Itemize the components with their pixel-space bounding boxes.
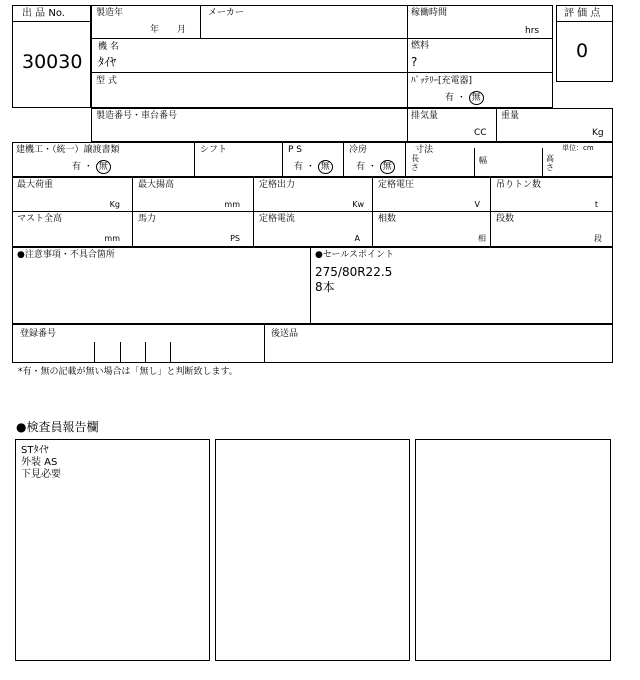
shift-label: シフト <box>200 145 228 155</box>
rated-current-unit: A <box>354 234 360 243</box>
battery-no-circled: 無 <box>469 91 484 105</box>
doc-choice <box>72 160 111 174</box>
hp-unit: PS <box>230 234 240 243</box>
type-label: 型 式 <box>96 76 117 86</box>
ac-no-circled: 無 <box>380 160 395 174</box>
battery-yes: 有 ・ <box>445 93 466 103</box>
inspector-panel-2 <box>215 439 410 661</box>
rated-output-unit: Kw <box>352 200 364 209</box>
model-value: ﾀｲﾔ <box>98 55 117 69</box>
inspector-report-text: STﾀｲﾔ 外装 AS 下見必要 <box>21 445 61 480</box>
year-month: 年 月 <box>150 25 187 35</box>
ac-choice <box>356 160 395 174</box>
sales-label: ●セールスポイント <box>315 250 395 260</box>
footnote: *有・無の記載が無い場合は「無し」と判断致します。 <box>18 367 238 377</box>
stages-unit: 段 <box>594 234 602 243</box>
doc-label: 建機工・（統一）譲渡書類 <box>16 145 120 155</box>
mast-label: マスト全高 <box>17 214 63 224</box>
year-label: 製造年 <box>96 8 124 18</box>
phase-unit: 相 <box>478 234 486 243</box>
registration-row <box>12 324 613 363</box>
serial-label: 製造番号・車台番号 <box>96 111 178 121</box>
mast-unit: mm <box>104 234 120 243</box>
height-label: 高 さ <box>546 154 554 172</box>
ps-no-circled: 無 <box>318 160 333 174</box>
inspector-panel-3 <box>415 439 611 661</box>
score-value: 0 <box>576 40 589 62</box>
fuel-label: 燃料 <box>411 41 430 51</box>
doc-no-circled: 無 <box>96 160 111 174</box>
width-label: 幅 <box>479 156 487 165</box>
weight-label: 重量 <box>501 111 520 121</box>
length-label: 長 さ <box>411 154 419 172</box>
rated-output-label: 定格出力 <box>259 180 296 190</box>
max-lift-label: 最大揚高 <box>138 180 175 190</box>
sales-line-1: 275/80R22.5 <box>315 265 393 279</box>
displacement-label: 排気量 <box>411 111 439 121</box>
weight-unit: Kg <box>592 128 604 138</box>
score-label: 評 価 点 <box>564 8 601 19</box>
crane-unit: t <box>594 200 598 209</box>
ac-yes: 有 ・ <box>356 162 377 172</box>
phase-label: 相数 <box>378 214 397 224</box>
lot-number: 30030 <box>22 51 83 73</box>
defects-label: ●注意事項・不具合箇所 <box>17 250 115 260</box>
rated-voltage-label: 定格電圧 <box>378 180 415 190</box>
dim-label: 寸法 <box>415 145 434 155</box>
max-load-label: 最大荷重 <box>17 180 54 190</box>
maker-label: メーカー <box>208 8 244 18</box>
stages-label: 段数 <box>496 214 515 224</box>
unit-note: 単位：cm <box>562 144 594 152</box>
hp-label: 馬力 <box>138 214 157 224</box>
hours-unit: hrs <box>525 26 540 36</box>
displacement-unit: CC <box>474 128 487 138</box>
max-lift-unit: mm <box>224 200 240 209</box>
rated-voltage-unit: V <box>474 200 480 209</box>
ps-label: P S <box>288 145 303 155</box>
lot-label: 出 品 No. <box>22 8 65 19</box>
battery-choice <box>445 91 484 105</box>
max-load-unit: Kg <box>109 200 120 209</box>
fuel-value: ? <box>411 55 418 69</box>
registration-label: 登録番号 <box>20 329 57 339</box>
crane-label: 吊りトン数 <box>496 180 542 190</box>
inspector-title: ●検査員報告欄 <box>16 420 99 434</box>
later-label: 後送品 <box>271 329 299 339</box>
ps-yes: 有 ・ <box>294 162 315 172</box>
doc-yes: 有 ・ <box>72 162 93 172</box>
hours-label: 稼働時間 <box>411 8 448 18</box>
ac-label: 冷房 <box>349 145 368 155</box>
model-label: 機 名 <box>98 42 119 52</box>
rated-current-label: 定格電流 <box>259 214 296 224</box>
sales-line-2: 8本 <box>315 280 335 294</box>
battery-label: ﾊﾞｯﾃﾘｰ[充電器] <box>411 76 473 86</box>
ps-choice <box>294 160 333 174</box>
